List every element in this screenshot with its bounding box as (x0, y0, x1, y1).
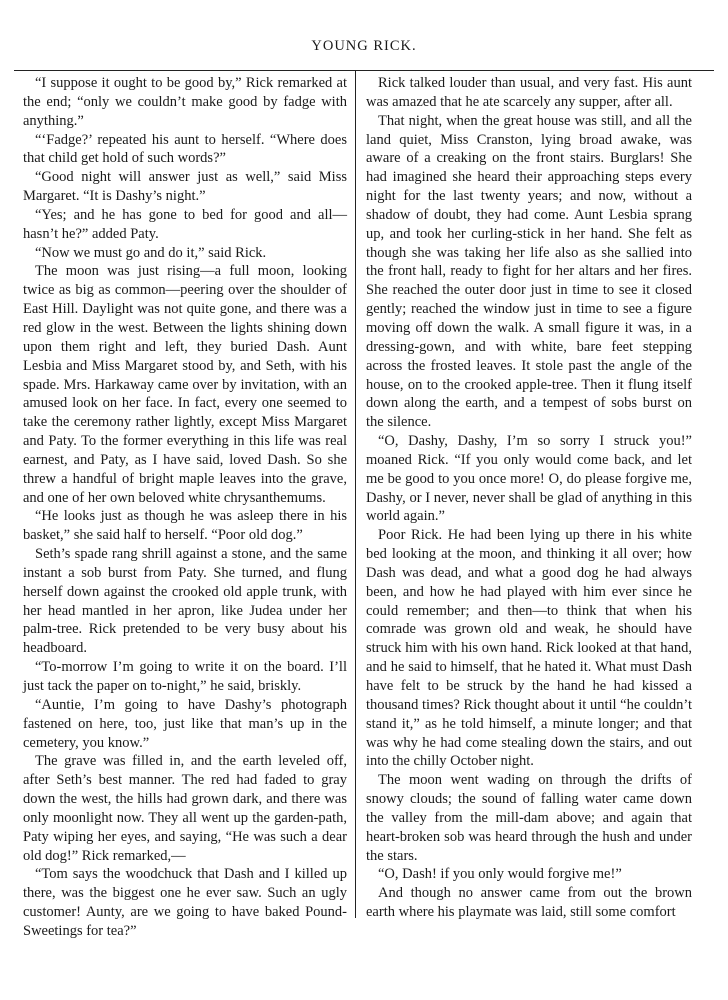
paragraph: The moon went wading on through the drifts of snowy clouds; the sound of falling water came down the valley from the mill-dam above; and again that heart-broken sob was heard through the hush and under the stars. (366, 772, 692, 864)
paragraph: “Auntie, I’m going to have Dashy’s photograph fastened on here, too, just like that man’s up in the cemetery, you know.” (23, 696, 347, 751)
paragraph: “He looks just as though he was asleep there in his basket,” she said half to herself. “Poor old dog.” (23, 508, 347, 544)
right-column (366, 74, 692, 922)
paragraph: “‘Fadge?’ repeated his aunt to herself. “Where does that child get hold of such words?” (23, 131, 347, 167)
paragraph: “Good night will answer just as well,” said Miss Margaret. “It is Dashy’s night.” (23, 169, 347, 205)
left-column (23, 74, 347, 941)
paragraph: Poor Rick. He had been lying up there in his white bed looking at the moon, and thinking it all over; how Dash was dead, and what a good dog he had always been, and how he had played with him ever since he could remember; and then—to think that when his comrade was grown old and weak, he should have struck him with his own hand. Rick looked at that hand, and he said to himself, that he hated it. What must Dash have felt to be struck by the hand he had kissed a thousand times? Rick thought about it until “he couldn’t stand it,” as he told himself, a minute longer; and that was why he had come stealing down the stairs, and out into the chilly October night. (366, 527, 692, 770)
paragraph: Rick talked louder than usual, and very fast. His aunt was amazed that he ate scarcely any supper, after all. (366, 75, 692, 110)
paragraph: And though no answer came from out the brown earth where his playmate was laid, still some comfort (366, 885, 692, 921)
paragraph: “O, Dashy, Dashy, I’m so sorry I struck you!” moaned Rick. “If you only would come back, and let me be good to you once more! O, do please forgive me, Dashy, or I never, never shall be glad of anything in this world again.” (366, 433, 692, 525)
paragraph: Seth’s spade rang shrill against a stone, and the same instant a sob burst from Paty. She turned, and flung herself down against the crooked old apple trunk, with her head mantled in her apron, like Judea under her palm-tree. Rick pretended to be very busy about his headboard. (23, 546, 347, 657)
paragraph: “I suppose it ought to be good by,” Rick remarked at the end; “only we couldn’t make good by fadge with anything.” (23, 75, 347, 129)
paragraph: “Yes; and he has gone to bed for good and all—hasn’t he?” added Paty. (23, 206, 347, 242)
paragraph: “To-morrow I’m going to write it on the board. I’ll just tack the paper on to-night,” he said, briskly. (23, 659, 347, 694)
paragraph: The moon was just rising—a full moon, looking twice as big as common—peering over the shoulder of East Hill. Daylight was not quite gone, and there was a red glow in the west. Between the lights shining down upon them right and left, they buried Dash. Aunt Lesbia and Miss Margaret stood by, and Seth, with his spade. Mrs. Harkaway came over by invitation, with an amused look on her face. In fact, every one seemed to take the ceremony rather lightly, except Miss Margaret and Paty. To the former everything in this life was real earnest, and Paty, as I have said, loved Dash. So she threw a handful of bright maple leaves into the grave, and one of her own beloved white chrysanthemums. (23, 263, 347, 506)
paragraph: The grave was filled in, and the earth leveled off, after Seth’s best manner. The red had faded to gray down the west, the hills had grown dark, and there was only moonlight now. They all went up the garden-path, Paty wiping her eyes, and saying, “He was such a dear old dog!” Rick remarked,— (23, 753, 347, 864)
paragraph: “Tom says the woodchuck that Dash and I killed up there, was the biggest one he ever saw. Such an ugly customer! Aunty, are we going to have baked Pound-Sweetings for tea?” (23, 866, 347, 939)
paragraph: “O, Dash! if you only would forgive me!” (378, 866, 622, 883)
header-rule (14, 70, 714, 71)
column-divider (355, 70, 356, 918)
paragraph: That night, when the great house was still, and all the land quiet, Miss Cranston, lying broad awake, was aware of a creaking on the front stairs. Burglars! She had imagined she heard their approaching steps every night for the last twenty years; and now, without a shadow of doubt, they had come. Aunt Lesbia sprang up, and took her curling-stick in her hand. She felt as though she was taking her life also as she sallied into the front hall, ready to fight for her altars and her fires. She reached the outer door just in time to see it closed gently; reached the window just in time to see a figure moving off down the walk. A small figure it was, in a dressing-gown, and with white, bare feet stepping across the frosted leaves. It stole past the angle of the house, on to the crooked apple-tree. Then it flung itself down along the earth, and a tempest of sobs burst on the silence. (366, 112, 692, 431)
paragraph: “Now we must go and do it,” said Rick. (35, 244, 267, 261)
running-head: YOUNG RICK. (311, 38, 417, 54)
